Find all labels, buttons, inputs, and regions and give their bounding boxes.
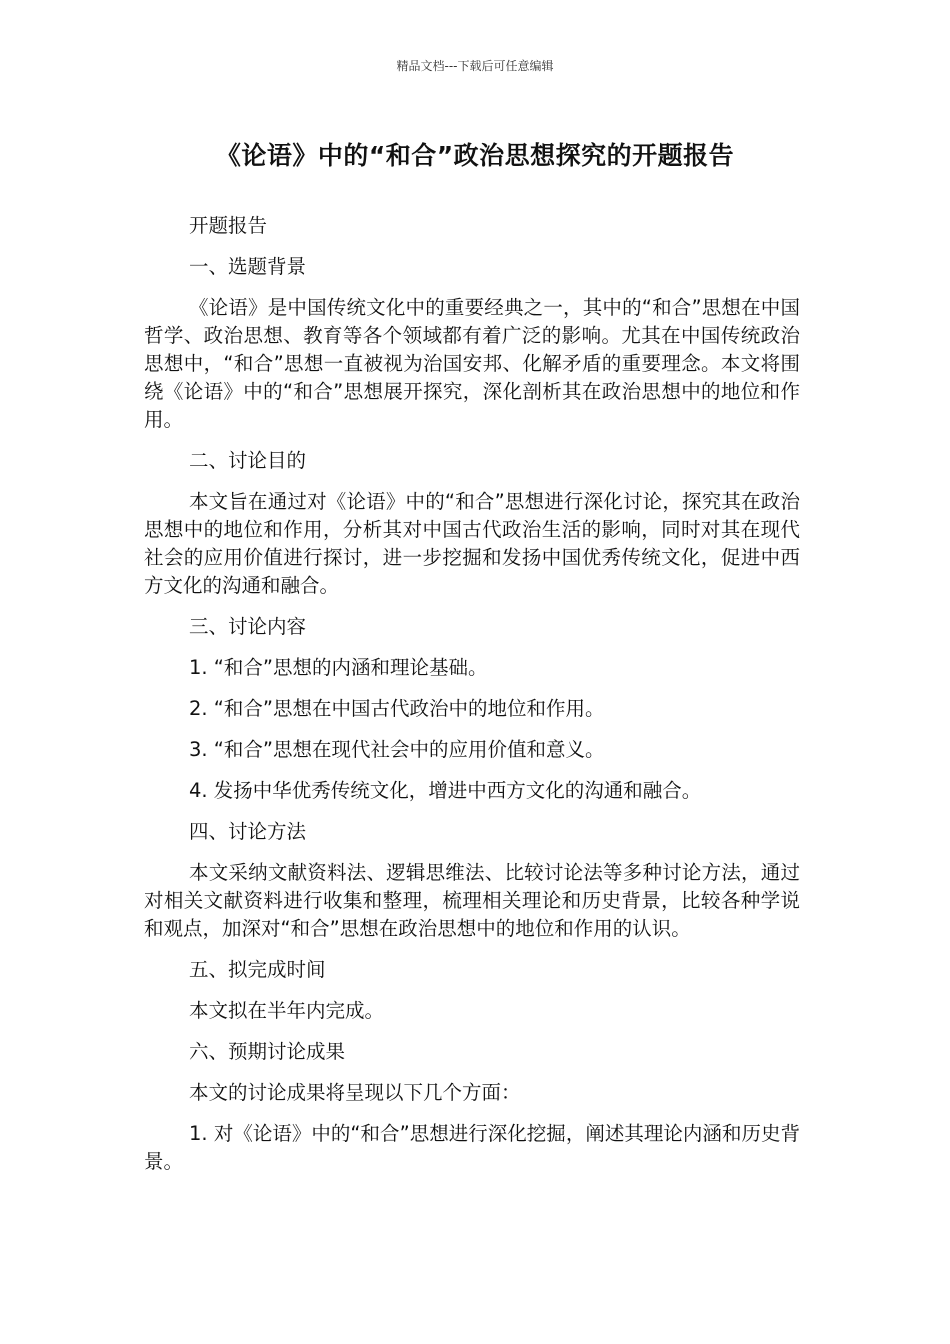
section-heading-purpose: 二、讨论目的 <box>189 449 307 472</box>
report-label: 开题报告 <box>189 214 268 237</box>
section-heading-background: 一、选题背景 <box>189 255 307 278</box>
section-heading-content: 三、讨论内容 <box>189 615 307 638</box>
outcomes-intro: 本文的讨论成果将呈现以下几个方面： <box>189 1081 521 1104</box>
section-heading-timeline: 五、拟完成时间 <box>189 958 326 981</box>
document-title: 《论语》中的“和合”政治思想探究的开题报告 <box>215 141 735 170</box>
content-item-4: 4. 发扬中华优秀传统文化，增进中西方文化的沟通和融合。 <box>189 779 702 802</box>
method-paragraph: 本文采纳文献资料法、逻辑思维法、比较讨论法等多种讨论方法，通过对相关文献资料进行收集和整理，梳理相关理论和历史背景，比较各种学说和观点，加深对“和合”思想在政治思想中的地位和作用的认识。 <box>144 861 800 940</box>
timeline-paragraph: 本文拟在半年内完成。 <box>189 999 385 1022</box>
content-item-3: 3. “和合”思想在现代社会中的应用价值和意义。 <box>189 738 605 761</box>
background-paragraph: 《论语》是中国传统文化中的重要经典之一，其中的“和合”思想在中国哲学、政治思想、教育等各个领域都有着广泛的影响。尤其在中国传统政治思想中，“和合”思想一直被视为治国安邦、化解矛盾的重要理念。本文将围绕《论语》中的“和合”思想展开探究，深化剖析其在政治思想中的地位和作用。 <box>144 296 800 431</box>
outcome-item-1: 1. 对《论语》中的“和合”思想进行深化挖掘，阐述其理论内涵和历史背景。 <box>144 1122 800 1173</box>
section-heading-method: 四、讨论方法 <box>189 820 307 843</box>
page-header: 精品文档---下载后可任意编辑 <box>396 59 554 73</box>
section-heading-outcomes: 六、预期讨论成果 <box>189 1040 346 1063</box>
content-item-1: 1. “和合”思想的内涵和理论基础。 <box>189 656 488 679</box>
document-body <box>144 212 800 1189</box>
purpose-paragraph: 本文旨在通过对《论语》中的“和合”思想进行深化讨论，探究其在政治思想中的地位和作用，分析其对中国古代政治生活的影响，同时对其在现代社会的应用价值进行探讨，进一步挖掘和发扬中国优秀传统文化，促进中西方文化的沟通和融合。 <box>144 490 800 597</box>
content-item-2: 2. “和合”思想在中国古代政治中的地位和作用。 <box>189 697 605 720</box>
